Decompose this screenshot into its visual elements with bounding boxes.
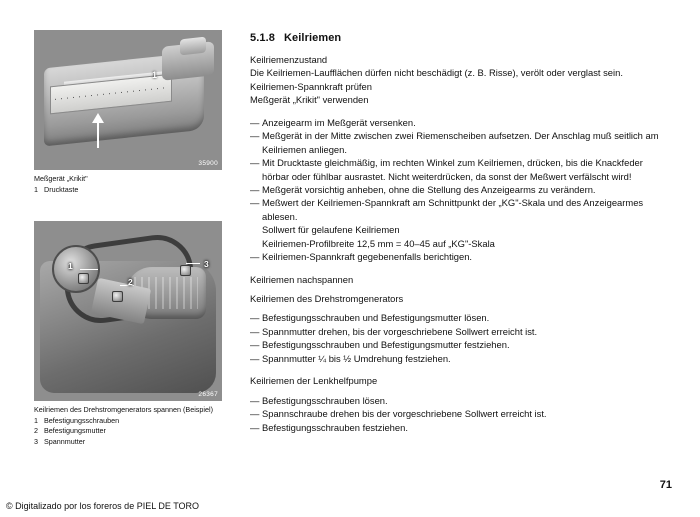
list-item-text: Anzeigearm im Meßgerät versenken. (262, 116, 416, 128)
section-number: 5.1.8 (250, 32, 275, 44)
legend-item-text: Befestigungsschrauben (44, 415, 120, 425)
body-column (250, 32, 670, 434)
list-item-text: Meßgerät in der Mitte zwischen zwei Riemenscheiben aufsetzen. Der Anschlag muß seitlich am Keilriemen anliegen. (262, 130, 659, 155)
figure-callout-2: 2 (128, 277, 133, 288)
list-item (250, 421, 670, 434)
list-item (250, 394, 670, 407)
legend-item-number: 3 (34, 436, 38, 446)
check-steps-list (250, 116, 670, 224)
figure-arrow-icon (97, 122, 99, 148)
list-item-text: Befestigungsschrauben festziehen. (262, 421, 408, 433)
figures-column (34, 30, 224, 447)
legend-item-number: 1 (34, 184, 38, 194)
list-item-text: Befestigungsschrauben und Befestigungsmutter festziehen. (262, 339, 510, 351)
list-item (250, 129, 670, 156)
page-number: 71 (659, 479, 672, 491)
nominal-value-note: Sollwert für gelaufene Keilriemen (262, 224, 400, 236)
nominal-value-spec: Keilriemen-Profilbreite 12,5 mm = 40–45 auf „KG"-Skala (262, 237, 495, 249)
section-heading (250, 32, 670, 44)
legend-item-number: 1 (34, 415, 38, 425)
list-item (250, 156, 670, 183)
gauge-push-button (180, 37, 206, 56)
list-item (250, 116, 670, 129)
subheading-keilriemenzustand: Keilriemenzustand (250, 54, 328, 65)
legend-item (34, 437, 224, 447)
section-title: Keilriemen (284, 32, 342, 44)
figure-callout-1: 1 (68, 261, 73, 272)
list-item-text: Spannmutter ¼ bis ½ Umdrehung festziehen. (262, 352, 451, 364)
paragraph-condition: Die Keilriemen-Laufflächen dürfen nicht beschädigt (z. B. Risse), verölt oder verglast sein. (250, 67, 623, 79)
figure-alternator-belt-image (34, 221, 222, 401)
figure-callout-1: 1 (152, 70, 158, 80)
legend-item (34, 185, 224, 195)
list-item (250, 352, 670, 365)
list-item (250, 338, 670, 351)
list-item-text: Meßwert der Keilriemen-Spannkraft am Schnittpunkt der „KG"-Skala und des Anzeigearmes ablesen. (262, 197, 644, 222)
list-item (250, 311, 670, 324)
figure-plate-number: 35900 (198, 160, 218, 167)
list-item (250, 407, 670, 420)
legend-item-number: 2 (34, 426, 38, 436)
list-item-text: Befestigungsschrauben und Befestigungsmutter lösen. (262, 312, 490, 324)
figure-krikit-gauge-image (34, 30, 222, 170)
list-item (250, 183, 670, 196)
legend-item-text: Befestigungsmutter (44, 426, 106, 436)
check-steps-list-end (250, 250, 670, 263)
spacer (250, 264, 670, 273)
figure-plate-number: 26367 (198, 391, 218, 399)
spacer (250, 107, 670, 116)
figure-caption: Keilriemen des Drehstromgenerators spannen (Beispiel) (34, 405, 213, 415)
alternator-steps-list (250, 311, 670, 365)
figure-alternator-belt (34, 221, 224, 447)
figure-legend (34, 416, 224, 447)
list-item-text: Keilriemen-Spannkraft gegebenenfalls berichtigen. (262, 251, 473, 263)
list-item-text: Befestigungsschrauben lösen. (262, 394, 388, 406)
figure-legend (34, 185, 224, 195)
list-item (250, 250, 670, 263)
spacer (250, 365, 670, 374)
figure-caption: Meßgerät „Krikit" (34, 174, 88, 183)
mounting-nut (112, 291, 123, 302)
pump-steps-list (250, 394, 670, 434)
footer-credit: © Digitalizado por los foreros de PIEL DE TORO (6, 501, 200, 511)
legend-item (34, 426, 224, 436)
figure-krikit-gauge (34, 30, 224, 195)
list-item-text: Mit Drucktaste gleichmäßig, im rechten Winkel zum Keilriemen, drücken, bis die Knackfeder hörbar oder fühlbar ausrastet. Nicht weiterdrücken, da sonst der Meßwert verfälscht wird! (262, 157, 643, 182)
list-item-text: Meßgerät vorsichtig anheben, ohne die Stellung des Anzeigearms zu verändern. (262, 183, 596, 195)
list-item (250, 196, 670, 223)
subheading-krikit-verwenden: Meßgerät „Krikit" verwenden (250, 94, 369, 106)
leader-line (186, 263, 200, 264)
subheading-drehstromgenerator: Keilriemen des Drehstromgenerators (250, 293, 404, 304)
leader-line (80, 269, 98, 270)
subheading-spannkraft-pruefen: Keilriemen-Spannkraft prüfen (250, 80, 372, 92)
legend-item (34, 416, 224, 426)
list-item (250, 325, 670, 338)
list-item-text: Spannmutter drehen, bis der vorgeschriebene Sollwert erreicht ist. (262, 325, 538, 337)
legend-item-text: Spannmutter (44, 436, 86, 446)
subheading-nachspannen: Keilriemen nachspannen (250, 273, 354, 285)
subheading-lenkhelfpumpe: Keilriemen der Lenkhelfpumpe (250, 375, 378, 387)
mounting-bolt (78, 273, 89, 284)
legend-item-text: Drucktaste (44, 184, 79, 194)
tensioning-nut (180, 265, 191, 276)
figure-callout-3: 3 (204, 259, 209, 270)
list-item-text: Spannschraube drehen bis der vorgeschriebene Sollwert erreicht ist. (262, 408, 547, 420)
